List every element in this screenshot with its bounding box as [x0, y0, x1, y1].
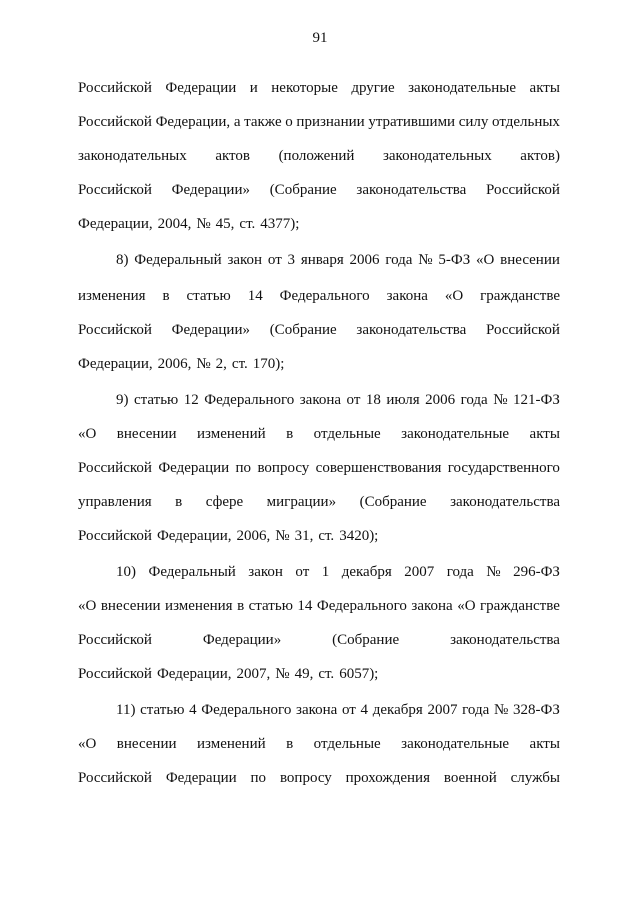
text-line [78, 630, 560, 650]
word: 2007, [236, 666, 271, 682]
word: законодательства [450, 494, 560, 510]
word: ст. [231, 356, 248, 372]
word: Федерации [165, 80, 237, 96]
word: Федерации, [155, 114, 231, 130]
text-line [78, 286, 560, 306]
word: 18 [365, 392, 381, 408]
word: Российской [78, 770, 152, 786]
word: изменений [196, 736, 266, 752]
word: года [462, 702, 490, 718]
word: некоторые [271, 80, 338, 96]
word: закона [411, 598, 453, 614]
word: Федерации» [171, 182, 250, 198]
word: закон [227, 252, 263, 268]
word: «О [78, 736, 97, 752]
word: и [249, 80, 258, 96]
text-line [78, 180, 560, 200]
word: миграции» [266, 494, 337, 510]
word: 4377); [260, 216, 300, 232]
word: статью [133, 392, 179, 408]
word: статью [186, 288, 231, 304]
word: от [346, 392, 361, 408]
word: Федерального [316, 598, 407, 614]
word: Федерации, [78, 216, 153, 232]
word: Российской [78, 80, 152, 96]
word: о [285, 114, 293, 130]
word: (положений [278, 148, 355, 164]
text-line [78, 424, 560, 444]
text-line [78, 526, 560, 546]
text-line [78, 596, 560, 616]
word: Федерального [201, 702, 292, 718]
word: «О [444, 288, 464, 304]
word: 2, [215, 356, 227, 372]
word: законодательства [450, 632, 560, 648]
word: Федерации, [156, 666, 232, 682]
word: Российской [486, 322, 560, 338]
word: государственного [447, 460, 560, 476]
word: изменения [78, 288, 146, 304]
text-line [116, 562, 560, 582]
word: от [342, 702, 356, 718]
word: акты [529, 426, 560, 442]
word: (Собрание [269, 182, 337, 198]
word: акты [529, 80, 560, 96]
word: от [295, 564, 310, 580]
word: в [237, 598, 245, 614]
word: «О [78, 598, 97, 614]
word: «О [476, 252, 495, 268]
word: утратившими [368, 114, 456, 130]
word: Российской [486, 182, 560, 198]
word: 170); [252, 356, 285, 372]
word: № [275, 528, 290, 544]
word: статью [248, 598, 293, 614]
word: внесении [500, 252, 560, 268]
word: ст. [239, 216, 256, 232]
word: отдельные [313, 426, 381, 442]
text-line [78, 320, 560, 340]
word: Федерации, [156, 528, 232, 544]
word: (Собрание [332, 632, 400, 648]
word: января [300, 252, 344, 268]
word: 5-ФЗ [438, 252, 471, 268]
word: 3 [287, 252, 296, 268]
word: изменений [196, 426, 266, 442]
word: 49, [294, 666, 314, 682]
word: актов [215, 148, 250, 164]
word: законодательные [408, 80, 517, 96]
word: 3420); [339, 528, 379, 544]
word: 10) [116, 564, 136, 580]
word: статью [140, 702, 185, 718]
word: (Собрание [269, 322, 337, 338]
word: № [493, 392, 508, 408]
word: закона [386, 288, 428, 304]
word: № [196, 356, 211, 372]
word: Федеральный [134, 252, 222, 268]
word: 2007 [427, 702, 458, 718]
word: внесении [116, 426, 177, 442]
word: изменения [165, 598, 233, 614]
word: Российской [78, 322, 152, 338]
word: Российской [78, 666, 152, 682]
word: № [275, 666, 290, 682]
word: № [418, 252, 433, 268]
word: 4 [189, 702, 197, 718]
word: 14 [247, 288, 263, 304]
word: Российской [78, 114, 152, 130]
word: Федерального [204, 392, 295, 408]
text-line [116, 390, 560, 410]
text-line [78, 214, 560, 234]
word: управления [78, 494, 152, 510]
word: вопросу [279, 770, 332, 786]
word: ст. [318, 666, 335, 682]
word: июля [386, 392, 420, 408]
word: (Собрание [359, 494, 427, 510]
word: законодательных [382, 148, 492, 164]
text-line [116, 700, 560, 720]
word: вопросу [257, 460, 310, 476]
text-line [78, 664, 560, 684]
text-line [78, 734, 560, 754]
word: также [244, 114, 282, 130]
word: Федерации» [202, 632, 282, 648]
word: службы [510, 770, 560, 786]
word: силу [458, 114, 489, 130]
word: от [267, 252, 282, 268]
word: гражданстве [480, 598, 560, 614]
text-line [78, 354, 560, 374]
text-line [78, 492, 560, 512]
word: ст. [318, 528, 335, 544]
word: отдельных [492, 114, 560, 130]
word: 121-ФЗ [513, 392, 560, 408]
word: года [385, 252, 413, 268]
text-line [116, 250, 560, 270]
word: 2007 [404, 564, 435, 580]
word: в [175, 494, 183, 510]
word: Федерального [279, 288, 370, 304]
word: «О [457, 598, 476, 614]
word: законодательства [356, 182, 467, 198]
word: «О [78, 426, 97, 442]
word: прохождения [345, 770, 430, 786]
word: сфере [205, 494, 244, 510]
word: актов) [520, 148, 560, 164]
word: Федеральный [148, 564, 236, 580]
word: декабря [341, 564, 392, 580]
word: № [486, 564, 501, 580]
word: законодательные [401, 426, 510, 442]
word: Федерации [158, 460, 230, 476]
word: признании [296, 114, 365, 130]
word: военной [443, 770, 497, 786]
word: декабря [372, 702, 423, 718]
word: совершенствования [315, 460, 442, 476]
text-line [78, 112, 560, 132]
word: 45, [215, 216, 235, 232]
word: законодательные [401, 736, 510, 752]
word: 6057); [339, 666, 379, 682]
word: по [250, 770, 267, 786]
word: 8) [116, 252, 129, 268]
word: Российской [78, 632, 152, 648]
word: в [162, 288, 170, 304]
word: Российской [78, 528, 152, 544]
word: 4 [360, 702, 369, 718]
word: 14 [297, 598, 313, 614]
text-line [78, 78, 560, 98]
word: 2006, [236, 528, 271, 544]
word: Российской [78, 182, 152, 198]
text-line [78, 146, 560, 166]
word: Российской [78, 460, 152, 476]
word: акты [529, 736, 560, 752]
word: № [493, 702, 509, 718]
word: 296-ФЗ [513, 564, 560, 580]
word: внесении [116, 736, 177, 752]
word: отдельные [313, 736, 381, 752]
word: года [460, 392, 488, 408]
word: Федерации [165, 770, 237, 786]
word: 2006 [425, 392, 456, 408]
word: закона [296, 702, 338, 718]
word: 9) [116, 392, 129, 408]
word: 2004, [157, 216, 192, 232]
text-line [78, 458, 560, 478]
word: 2006, [157, 356, 192, 372]
word: года [446, 564, 474, 580]
word: 328-ФЗ [512, 702, 560, 718]
word: внесении [100, 598, 161, 614]
word: в [286, 426, 294, 442]
word: № [196, 216, 211, 232]
word: 11) [116, 702, 136, 718]
word: по [235, 460, 252, 476]
text-line [78, 768, 560, 788]
word: Федерации, [78, 356, 153, 372]
page-number: 91 [312, 30, 328, 46]
word: 12 [183, 392, 199, 408]
word: а [233, 114, 241, 130]
word: закона [299, 392, 342, 408]
word: закон [248, 564, 283, 580]
word: 31, [294, 528, 314, 544]
word: 2006 [349, 252, 380, 268]
word: Федерации» [171, 322, 250, 338]
word: гражданстве [480, 288, 560, 304]
word: законодательных [78, 148, 187, 164]
word: другие [351, 80, 395, 96]
word: 1 [321, 564, 330, 580]
word: в [286, 736, 294, 752]
word: законодательства [356, 322, 467, 338]
